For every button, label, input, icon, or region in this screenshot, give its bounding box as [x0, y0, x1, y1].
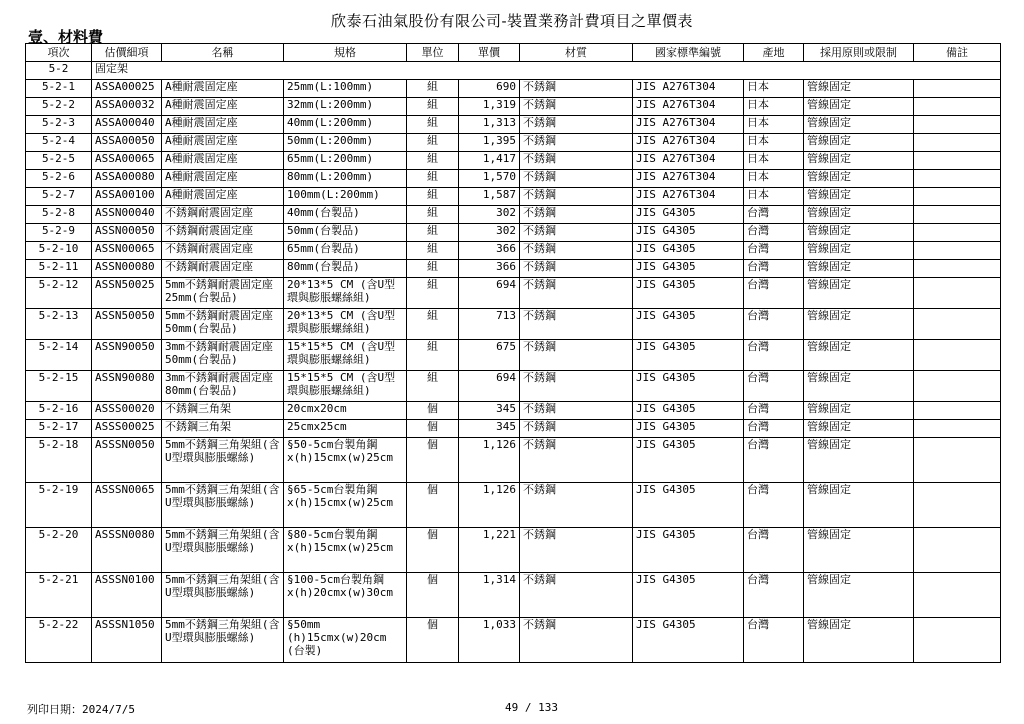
cell-material: 不銹鋼 [520, 206, 633, 224]
cell-rule: 管線固定 [804, 340, 914, 371]
cell-std: JIS G4305 [633, 371, 744, 402]
cell-name: 不銹鋼耐震固定座 [162, 224, 284, 242]
cell-material: 不銹鋼 [520, 573, 633, 618]
cell-note [914, 371, 1001, 402]
cell-code: ASSA00050 [92, 134, 162, 152]
cell-material: 不銹鋼 [520, 152, 633, 170]
cell-origin: 台灣 [744, 420, 804, 438]
cell-rule: 管線固定 [804, 260, 914, 278]
cell-note [914, 80, 1001, 98]
cell-no: 5-2-19 [26, 483, 92, 528]
cell-rule: 管線固定 [804, 309, 914, 340]
table-row [26, 98, 1001, 116]
cell-name: 不銹鋼三角架 [162, 402, 284, 420]
cell-price: 302 [459, 206, 520, 224]
column-header: 估價細項 [92, 44, 162, 62]
table-row [26, 116, 1001, 134]
cell-spec: 20*13*5 CM (含U型環與膨脹螺絲組) [284, 278, 407, 309]
column-header: 單價 [459, 44, 520, 62]
cell-origin: 台灣 [744, 371, 804, 402]
cell-std: JIS G4305 [633, 224, 744, 242]
cell-spec: 40mm(台製品) [284, 206, 407, 224]
cell-unit: 組 [407, 98, 459, 116]
cell-price: 366 [459, 260, 520, 278]
cell-origin: 日本 [744, 116, 804, 134]
cell-no: 5-2-5 [26, 152, 92, 170]
cell-unit: 組 [407, 371, 459, 402]
cell-price: 1,033 [459, 618, 520, 663]
cell-price: 1,313 [459, 116, 520, 134]
cell-origin: 台灣 [744, 438, 804, 483]
cell-no: 5-2-6 [26, 170, 92, 188]
cell-note [914, 188, 1001, 206]
table-row [26, 573, 1001, 618]
column-header: 材質 [520, 44, 633, 62]
cell-material: 不銹鋼 [520, 80, 633, 98]
cell-rule: 管線固定 [804, 242, 914, 260]
table-row [26, 618, 1001, 663]
table-row [26, 402, 1001, 420]
cell-note [914, 260, 1001, 278]
cell-name: A種耐震固定座 [162, 134, 284, 152]
cell-std: JIS G4305 [633, 278, 744, 309]
cell-material: 不銹鋼 [520, 618, 633, 663]
cell-rule: 管線固定 [804, 188, 914, 206]
cell-std: JIS A276T304 [633, 170, 744, 188]
cell-origin: 台灣 [744, 573, 804, 618]
cell-unit: 個 [407, 402, 459, 420]
cell-unit: 組 [407, 340, 459, 371]
cell-price: 690 [459, 80, 520, 98]
cell-spec: §50-5cm台製角鋼x(h)15cmx(w)25cm [284, 438, 407, 483]
cell-name: 5mm不銹鋼三角架組(含U型環與膨脹螺絲) [162, 618, 284, 663]
cell-note [914, 438, 1001, 483]
cell-price: 1,314 [459, 573, 520, 618]
cell-material: 不銹鋼 [520, 438, 633, 483]
cell-material: 不銹鋼 [520, 402, 633, 420]
cell-no: 5-2-15 [26, 371, 92, 402]
cell-origin: 台灣 [744, 528, 804, 573]
cell-origin: 日本 [744, 170, 804, 188]
cell-price: 675 [459, 340, 520, 371]
cell-note [914, 242, 1001, 260]
cell-std: JIS G4305 [633, 340, 744, 371]
cell-std: JIS G4305 [633, 483, 744, 528]
table-row [26, 438, 1001, 483]
cell-material: 不銹鋼 [520, 98, 633, 116]
cell-spec: §50mm (h)15cmx(w)20cm (台製) [284, 618, 407, 663]
cell-rule: 管線固定 [804, 98, 914, 116]
cell-unit: 個 [407, 483, 459, 528]
cell-code: ASSSN1050 [92, 618, 162, 663]
cell-std: JIS G4305 [633, 242, 744, 260]
cell-price: 1,570 [459, 170, 520, 188]
cell-unit: 個 [407, 528, 459, 573]
cell-rule: 管線固定 [804, 438, 914, 483]
cell-code: ASSA00032 [92, 98, 162, 116]
cell-name: 不銹鋼耐震固定座 [162, 260, 284, 278]
cell-code: ASSSN0050 [92, 438, 162, 483]
cell-spec: 100mm(L:200mm) [284, 188, 407, 206]
cell-no: 5-2-18 [26, 438, 92, 483]
cell-std: JIS A276T304 [633, 80, 744, 98]
cell-name: 不銹鋼耐震固定座 [162, 242, 284, 260]
cell-std: JIS G4305 [633, 528, 744, 573]
cell-no: 5-2-8 [26, 206, 92, 224]
cell-name: 5mm不銹鋼耐震固定座 50mm(台製品) [162, 309, 284, 340]
cell-code: ASSN00080 [92, 260, 162, 278]
cell-code: ASSN00040 [92, 206, 162, 224]
cell-origin: 台灣 [744, 309, 804, 340]
cell-price: 1,587 [459, 188, 520, 206]
cell-no: 5-2-4 [26, 134, 92, 152]
table-row [26, 188, 1001, 206]
cell-note [914, 309, 1001, 340]
cell-no: 5-2-11 [26, 260, 92, 278]
cell-code: ASSA00040 [92, 116, 162, 134]
cell-std: JIS A276T304 [633, 134, 744, 152]
cell-note [914, 420, 1001, 438]
cell-code: ASSN50050 [92, 309, 162, 340]
cell-unit: 組 [407, 224, 459, 242]
cell-note [914, 278, 1001, 309]
cell-name: A種耐震固定座 [162, 98, 284, 116]
cell-no: 5-2-16 [26, 402, 92, 420]
cell-note [914, 573, 1001, 618]
cell-no: 5-2-21 [26, 573, 92, 618]
cell-std: JIS G4305 [633, 206, 744, 224]
cell-unit: 個 [407, 618, 459, 663]
cell-note [914, 618, 1001, 663]
column-header: 備註 [914, 44, 1001, 62]
cell-note [914, 528, 1001, 573]
document-title: 欣泰石油氣股份有限公司-裝置業務計費項目之單價表 [330, 12, 694, 30]
cell-price: 1,126 [459, 438, 520, 483]
cell-no: 5-2-1 [26, 80, 92, 98]
cell-rule: 管線固定 [804, 278, 914, 309]
cell-material: 不銹鋼 [520, 134, 633, 152]
cell-material: 不銹鋼 [520, 278, 633, 309]
cell-spec: §65-5cm台製角鋼x(h)15cmx(w)25cm [284, 483, 407, 528]
cell-price: 1,126 [459, 483, 520, 528]
cell-rule: 管線固定 [804, 170, 914, 188]
column-header: 產地 [744, 44, 804, 62]
cell-note [914, 98, 1001, 116]
table-row [26, 483, 1001, 528]
cell-origin: 台灣 [744, 483, 804, 528]
cell-no: 5-2-2 [26, 98, 92, 116]
cell-origin: 台灣 [744, 618, 804, 663]
cell-rule: 管線固定 [804, 618, 914, 663]
cell-unit: 個 [407, 420, 459, 438]
cell-unit: 組 [407, 188, 459, 206]
cell-unit: 個 [407, 573, 459, 618]
column-header: 項次 [26, 44, 92, 62]
cell-material: 不銹鋼 [520, 420, 633, 438]
cell-code: ASSA00025 [92, 80, 162, 98]
cell-std: JIS G4305 [633, 309, 744, 340]
cell-std: JIS A276T304 [633, 152, 744, 170]
cell-std: JIS G4305 [633, 260, 744, 278]
cell-code: ASSS00020 [92, 402, 162, 420]
table-row [26, 80, 1001, 98]
cell-price: 1,319 [459, 98, 520, 116]
table-row [26, 260, 1001, 278]
cell-std: JIS A276T304 [633, 188, 744, 206]
column-header: 名稱 [162, 44, 284, 62]
cell-origin: 日本 [744, 98, 804, 116]
cell-code: ASSN90050 [92, 340, 162, 371]
column-header: 規格 [284, 44, 407, 62]
cell-name: 3mm不銹鋼耐震固定座 50mm(台製品) [162, 340, 284, 371]
cell-material: 不銹鋼 [520, 260, 633, 278]
cell-price: 694 [459, 371, 520, 402]
cell-code: ASSS00025 [92, 420, 162, 438]
cell-note [914, 402, 1001, 420]
table-row [26, 278, 1001, 309]
cell-unit: 組 [407, 260, 459, 278]
cell-no: 5-2-22 [26, 618, 92, 663]
cell-unit: 組 [407, 278, 459, 309]
cell-price: 1,395 [459, 134, 520, 152]
cell-name: A種耐震固定座 [162, 188, 284, 206]
cell-material: 不銹鋼 [520, 528, 633, 573]
page-number: 49 / 133 [505, 701, 558, 714]
cell-code: ASSA00080 [92, 170, 162, 188]
table-row [26, 371, 1001, 402]
cell-std: JIS A276T304 [633, 116, 744, 134]
cell-no: 5-2-9 [26, 224, 92, 242]
table-row [26, 420, 1001, 438]
cell-name: 5mm不銹鋼三角架組(含U型環與膨脹螺絲) [162, 528, 284, 573]
cell-note [914, 340, 1001, 371]
cell-price: 345 [459, 402, 520, 420]
cell-name: 5mm不銹鋼三角架組(含U型環與膨脹螺絲) [162, 483, 284, 528]
cell-name: 不銹鋼耐震固定座 [162, 206, 284, 224]
cell-unit: 組 [407, 206, 459, 224]
cell-note [914, 170, 1001, 188]
header-row [26, 44, 1001, 62]
table-row [26, 224, 1001, 242]
cell-material: 不銹鋼 [520, 309, 633, 340]
cell-std: JIS G4305 [633, 438, 744, 483]
cell-spec: 15*15*5 CM (含U型環與膨脹螺絲組) [284, 340, 407, 371]
cell-code: ASSSN0065 [92, 483, 162, 528]
cell-name: 5mm不銹鋼三角架組(含U型環與膨脹螺絲) [162, 573, 284, 618]
cell-name: 5mm不銹鋼耐震固定座 25mm(台製品) [162, 278, 284, 309]
cell-spec: 20cmx20cm [284, 402, 407, 420]
cell-spec: 80mm(台製品) [284, 260, 407, 278]
cell-spec: 32mm(L:200mm) [284, 98, 407, 116]
cell-spec: 50mm(L:200mm) [284, 134, 407, 152]
cell-price: 345 [459, 420, 520, 438]
cell-note [914, 206, 1001, 224]
cell-price: 1,221 [459, 528, 520, 573]
group-row [26, 62, 1001, 80]
cell-code: ASSN00050 [92, 224, 162, 242]
cell-code: ASSA00100 [92, 188, 162, 206]
cell-price: 1,417 [459, 152, 520, 170]
cell-no: 5-2-10 [26, 242, 92, 260]
table-row [26, 340, 1001, 371]
cell-spec: §80-5cm台製角鋼x(h)15cmx(w)25cm [284, 528, 407, 573]
cell-rule: 管線固定 [804, 80, 914, 98]
cell-no: 5-2-3 [26, 116, 92, 134]
group-id: 5-2 [26, 62, 92, 80]
cell-rule: 管線固定 [804, 152, 914, 170]
column-header: 採用原則或限制 [804, 44, 914, 62]
cell-no: 5-2-12 [26, 278, 92, 309]
cell-price: 366 [459, 242, 520, 260]
cell-code: ASSN00065 [92, 242, 162, 260]
cell-origin: 台灣 [744, 206, 804, 224]
cell-std: JIS G4305 [633, 618, 744, 663]
cell-spec: 15*15*5 CM (含U型環與膨脹螺絲組) [284, 371, 407, 402]
cell-rule: 管線固定 [804, 371, 914, 402]
cell-spec: 25cmx25cm [284, 420, 407, 438]
cell-spec: 65mm(台製品) [284, 242, 407, 260]
cell-rule: 管線固定 [804, 483, 914, 528]
cell-std: JIS G4305 [633, 573, 744, 618]
section-heading: 壹、材料費 [28, 28, 104, 46]
cell-origin: 台灣 [744, 402, 804, 420]
table-row [26, 528, 1001, 573]
cell-origin: 台灣 [744, 260, 804, 278]
cell-rule: 管線固定 [804, 528, 914, 573]
table-row [26, 134, 1001, 152]
cell-code: ASSSN0100 [92, 573, 162, 618]
table-row [26, 206, 1001, 224]
cell-spec: 65mm(L:200mm) [284, 152, 407, 170]
cell-material: 不銹鋼 [520, 188, 633, 206]
cell-spec: 40mm(L:200mm) [284, 116, 407, 134]
cell-unit: 組 [407, 309, 459, 340]
cell-name: 5mm不銹鋼三角架組(含U型環與膨脹螺絲) [162, 438, 284, 483]
cell-no: 5-2-13 [26, 309, 92, 340]
cell-no: 5-2-7 [26, 188, 92, 206]
column-header: 單位 [407, 44, 459, 62]
cell-spec: §100-5cm台製角鋼x(h)20cmx(w)30cm [284, 573, 407, 618]
cell-spec: 80mm(L:200mm) [284, 170, 407, 188]
cell-name: A種耐震固定座 [162, 116, 284, 134]
cell-name: 不銹鋼三角架 [162, 420, 284, 438]
cell-name: 3mm不銹鋼耐震固定座 80mm(台製品) [162, 371, 284, 402]
cell-spec: 50mm(台製品) [284, 224, 407, 242]
cell-rule: 管線固定 [804, 402, 914, 420]
column-header: 國家標準編號 [633, 44, 744, 62]
cell-rule: 管線固定 [804, 420, 914, 438]
cell-unit: 組 [407, 80, 459, 98]
cell-origin: 台灣 [744, 340, 804, 371]
cell-unit: 個 [407, 438, 459, 483]
cell-note [914, 134, 1001, 152]
cell-material: 不銹鋼 [520, 371, 633, 402]
cell-material: 不銹鋼 [520, 116, 633, 134]
cell-note [914, 152, 1001, 170]
cell-code: ASSA00065 [92, 152, 162, 170]
cell-unit: 組 [407, 242, 459, 260]
cell-origin: 日本 [744, 188, 804, 206]
cell-name: A種耐震固定座 [162, 152, 284, 170]
cell-note [914, 116, 1001, 134]
cell-name: A種耐震固定座 [162, 80, 284, 98]
cell-name: A種耐震固定座 [162, 170, 284, 188]
cell-rule: 管線固定 [804, 206, 914, 224]
cell-origin: 日本 [744, 134, 804, 152]
cell-no: 5-2-17 [26, 420, 92, 438]
cell-unit: 組 [407, 116, 459, 134]
cell-rule: 管線固定 [804, 573, 914, 618]
cell-material: 不銹鋼 [520, 483, 633, 528]
cell-note [914, 483, 1001, 528]
cell-rule: 管線固定 [804, 134, 914, 152]
cell-spec: 25mm(L:100mm) [284, 80, 407, 98]
cell-price: 694 [459, 278, 520, 309]
cell-origin: 日本 [744, 152, 804, 170]
group-label: 固定架 [92, 62, 1001, 80]
table-row [26, 242, 1001, 260]
cell-price: 713 [459, 309, 520, 340]
cell-spec: 20*13*5 CM (含U型環與膨脹螺絲組) [284, 309, 407, 340]
cell-std: JIS A276T304 [633, 98, 744, 116]
cell-rule: 管線固定 [804, 224, 914, 242]
cell-code: ASSSN0080 [92, 528, 162, 573]
table-row [26, 152, 1001, 170]
cell-unit: 組 [407, 170, 459, 188]
cell-std: JIS G4305 [633, 420, 744, 438]
table-row [26, 309, 1001, 340]
cell-origin: 台灣 [744, 224, 804, 242]
cell-code: ASSN90080 [92, 371, 162, 402]
cell-origin: 台灣 [744, 242, 804, 260]
cell-material: 不銹鋼 [520, 340, 633, 371]
cell-code: ASSN50025 [92, 278, 162, 309]
cell-rule: 管線固定 [804, 116, 914, 134]
cell-no: 5-2-20 [26, 528, 92, 573]
cell-note [914, 224, 1001, 242]
cell-origin: 台灣 [744, 278, 804, 309]
cell-material: 不銹鋼 [520, 242, 633, 260]
table-row [26, 170, 1001, 188]
cell-origin: 日本 [744, 80, 804, 98]
cell-std: JIS G4305 [633, 402, 744, 420]
cell-material: 不銹鋼 [520, 170, 633, 188]
cell-price: 302 [459, 224, 520, 242]
cell-no: 5-2-14 [26, 340, 92, 371]
print-date: 列印日期：2024/7/5 [27, 703, 135, 716]
price-table [25, 43, 1001, 663]
cell-unit: 組 [407, 152, 459, 170]
cell-material: 不銹鋼 [520, 224, 633, 242]
cell-unit: 組 [407, 134, 459, 152]
